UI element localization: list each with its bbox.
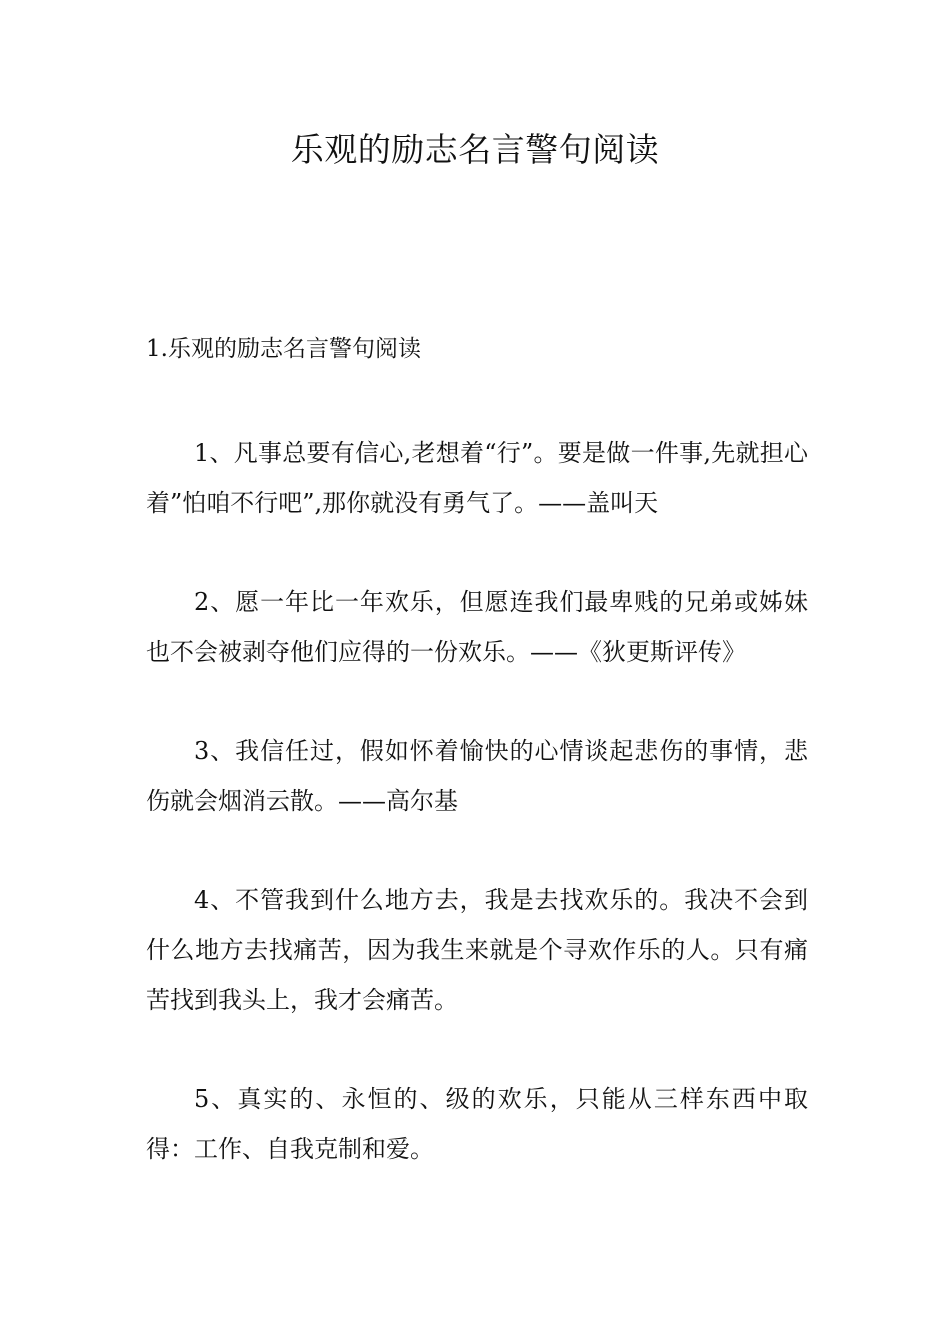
section-heading: 1.乐观的励志名言警句阅读 bbox=[146, 336, 421, 362]
quote-list bbox=[146, 428, 808, 1223]
quote-item: 1、凡事总要有信心,老想着“行”。要是做一件事,先就担心着”怕咱不行吧”,那你就没有勇气了。——盖叫天 bbox=[146, 439, 808, 517]
quote-item: 2、愿一年比一年欢乐，但愿连我们最卑贱的兄弟或姊妹也不会被剥夺他们应得的一份欢乐。——《狄更斯评传》 bbox=[146, 588, 808, 666]
page-title: 乐观的励志名言警句阅读 bbox=[290, 130, 660, 169]
quote-item: 3、我信任过，假如怀着愉快的心情谈起悲伤的事情，悲伤就会烟消云散。——高尔基 bbox=[146, 737, 808, 815]
quote-item: 5、真实的、永恒的、级的欢乐，只能从三样东西中取得：工作、自我克制和爱。 bbox=[146, 1085, 808, 1163]
quote-item: 4、不管我到什么地方去，我是去找欢乐的。我决不会到什么地方去找痛苦，因为我生来就是个寻欢作乐的人。只有痛苦找到我头上，我才会痛苦。 bbox=[146, 886, 808, 1014]
